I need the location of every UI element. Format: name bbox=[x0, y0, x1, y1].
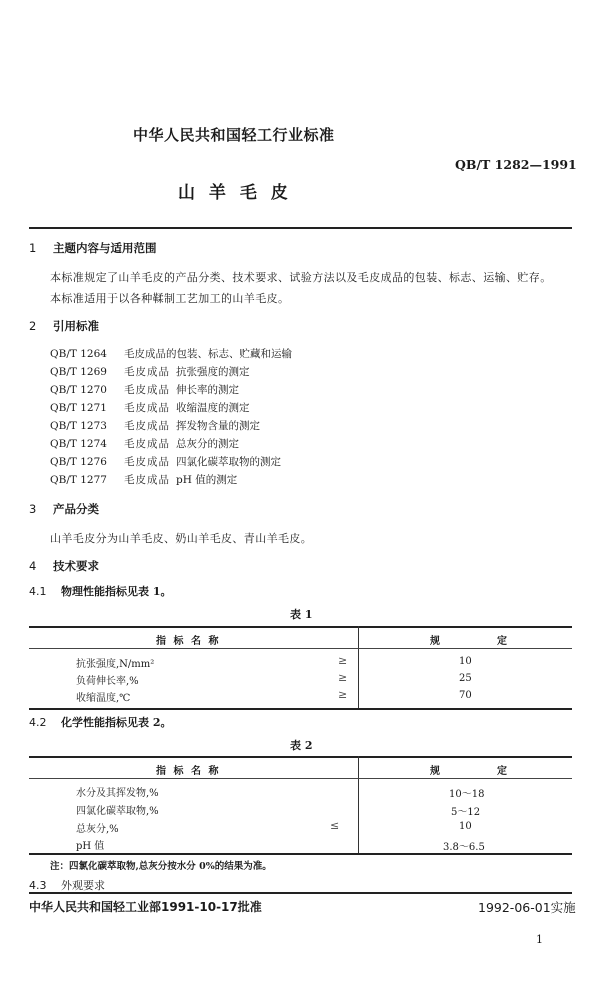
table-2-row-name: 水分及其挥发物,% bbox=[76, 788, 159, 799]
ref-item: QB/T 1274 毛皮成品 总灰分的测定 bbox=[50, 438, 239, 450]
ref-item: QB/T 1269 毛皮成品 抗张强度的测定 bbox=[50, 366, 250, 378]
table-1-row-name: 收缩温度,℃ bbox=[76, 693, 131, 704]
table-2-row-value: 10～18 bbox=[449, 789, 485, 800]
section-1-heading: 1 主题内容与适用范围 bbox=[29, 241, 157, 255]
section-4-3: 4.3 外观要求 bbox=[29, 879, 105, 892]
doc-title: 山 羊 毛 皮 bbox=[178, 183, 292, 203]
section-1-para-1: 本标准规定了山羊毛皮的产品分类、技术要求、试验方法以及毛皮成品的包装、标志、运输、贮存。 bbox=[50, 271, 552, 284]
section-4-1: 4.1 物理性能指标见表 1。 bbox=[29, 585, 172, 598]
gte-symbol: ≥ bbox=[338, 671, 348, 684]
table-2-header-name: 指 标 名 称 bbox=[156, 766, 221, 777]
table-1-row-name: 抗张强度,N/mm² bbox=[76, 659, 155, 670]
header-rule bbox=[29, 227, 572, 229]
table-2-column-divider bbox=[358, 756, 359, 853]
section-4-2: 4.2 化学性能指标见表 2。 bbox=[29, 716, 172, 729]
table-1-header-rule bbox=[29, 648, 572, 649]
section-3-para: 山羊毛皮分为山羊毛皮、奶山羊毛皮、青山羊毛皮。 bbox=[50, 532, 313, 545]
table-2-header-rule bbox=[29, 778, 572, 779]
table-1-bottom-rule bbox=[29, 708, 572, 710]
section-1-para-2: 本标准适用于以各种鞣制工艺加工的山羊毛皮。 bbox=[50, 292, 290, 305]
org-title: 中华人民共和国轻工行业标准 bbox=[133, 126, 335, 144]
ref-item: QB/T 1271 毛皮成品 收缩温度的测定 bbox=[50, 402, 250, 414]
effective-date: 1992-06-01实施 bbox=[478, 900, 576, 915]
table-1-row-value: 25 bbox=[459, 673, 472, 684]
table-2-row-value: 3.8～6.5 bbox=[443, 842, 485, 853]
ref-item: QB/T 1277 毛皮成品 pH 值的测定 bbox=[50, 474, 238, 486]
table-2-note: 注：四氯化碳萃取物,总灰分按水分 0%的结果为准。 bbox=[50, 861, 272, 872]
table-2-header-spec-1: 规 bbox=[430, 766, 440, 777]
table-2-row-value: 10 bbox=[459, 821, 472, 832]
ref-item: QB/T 1276 毛皮成品 四氯化碳萃取物的测定 bbox=[50, 456, 281, 468]
section-3-heading: 3 产品分类 bbox=[29, 502, 99, 516]
table-2-row-name: 总灰分,% bbox=[76, 824, 119, 835]
gte-symbol: ≥ bbox=[338, 654, 348, 667]
table-2-caption: 表 2 bbox=[290, 739, 313, 752]
table-1-column-divider bbox=[358, 626, 359, 708]
table-2-row-name: 四氯化碳萃取物,% bbox=[76, 806, 159, 817]
table-1-header-name: 指 标 名 称 bbox=[156, 636, 221, 647]
footer-rule bbox=[29, 892, 572, 894]
table-2-row-value: 5～12 bbox=[451, 807, 481, 818]
lte-symbol: ≤ bbox=[330, 819, 340, 832]
ref-item: QB/T 1270 毛皮成品 伸长率的测定 bbox=[50, 384, 239, 396]
table-1-row-name: 负荷伸长率,% bbox=[76, 676, 139, 687]
section-4-heading: 4 技术要求 bbox=[29, 559, 99, 573]
table-1-header-spec-1: 规 bbox=[430, 636, 440, 647]
table-2-top-rule bbox=[29, 756, 572, 758]
table-2-header-spec-2: 定 bbox=[497, 766, 507, 777]
approval-line: 中华人民共和国轻工业部1991-10-17批准 bbox=[29, 900, 262, 914]
standard-code: QB/T 1282—1991 bbox=[455, 157, 577, 172]
ref-item: QB/T 1273 毛皮成品 挥发物含量的测定 bbox=[50, 420, 260, 432]
ref-item: QB/T 1264 毛皮成品的包装、标志、贮藏和运输 bbox=[50, 348, 292, 360]
table-1-row-value: 70 bbox=[459, 690, 472, 701]
gte-symbol: ≥ bbox=[338, 688, 348, 701]
table-1-caption: 表 1 bbox=[290, 608, 313, 621]
table-1-top-rule bbox=[29, 626, 572, 628]
table-2-row-name: pH 值 bbox=[76, 841, 105, 852]
table-1-header-spec-2: 定 bbox=[497, 636, 507, 647]
table-1-row-value: 10 bbox=[459, 656, 472, 667]
table-2-bottom-rule bbox=[29, 853, 572, 855]
page-number: 1 bbox=[536, 933, 543, 946]
section-2-heading: 2 引用标准 bbox=[29, 319, 99, 333]
